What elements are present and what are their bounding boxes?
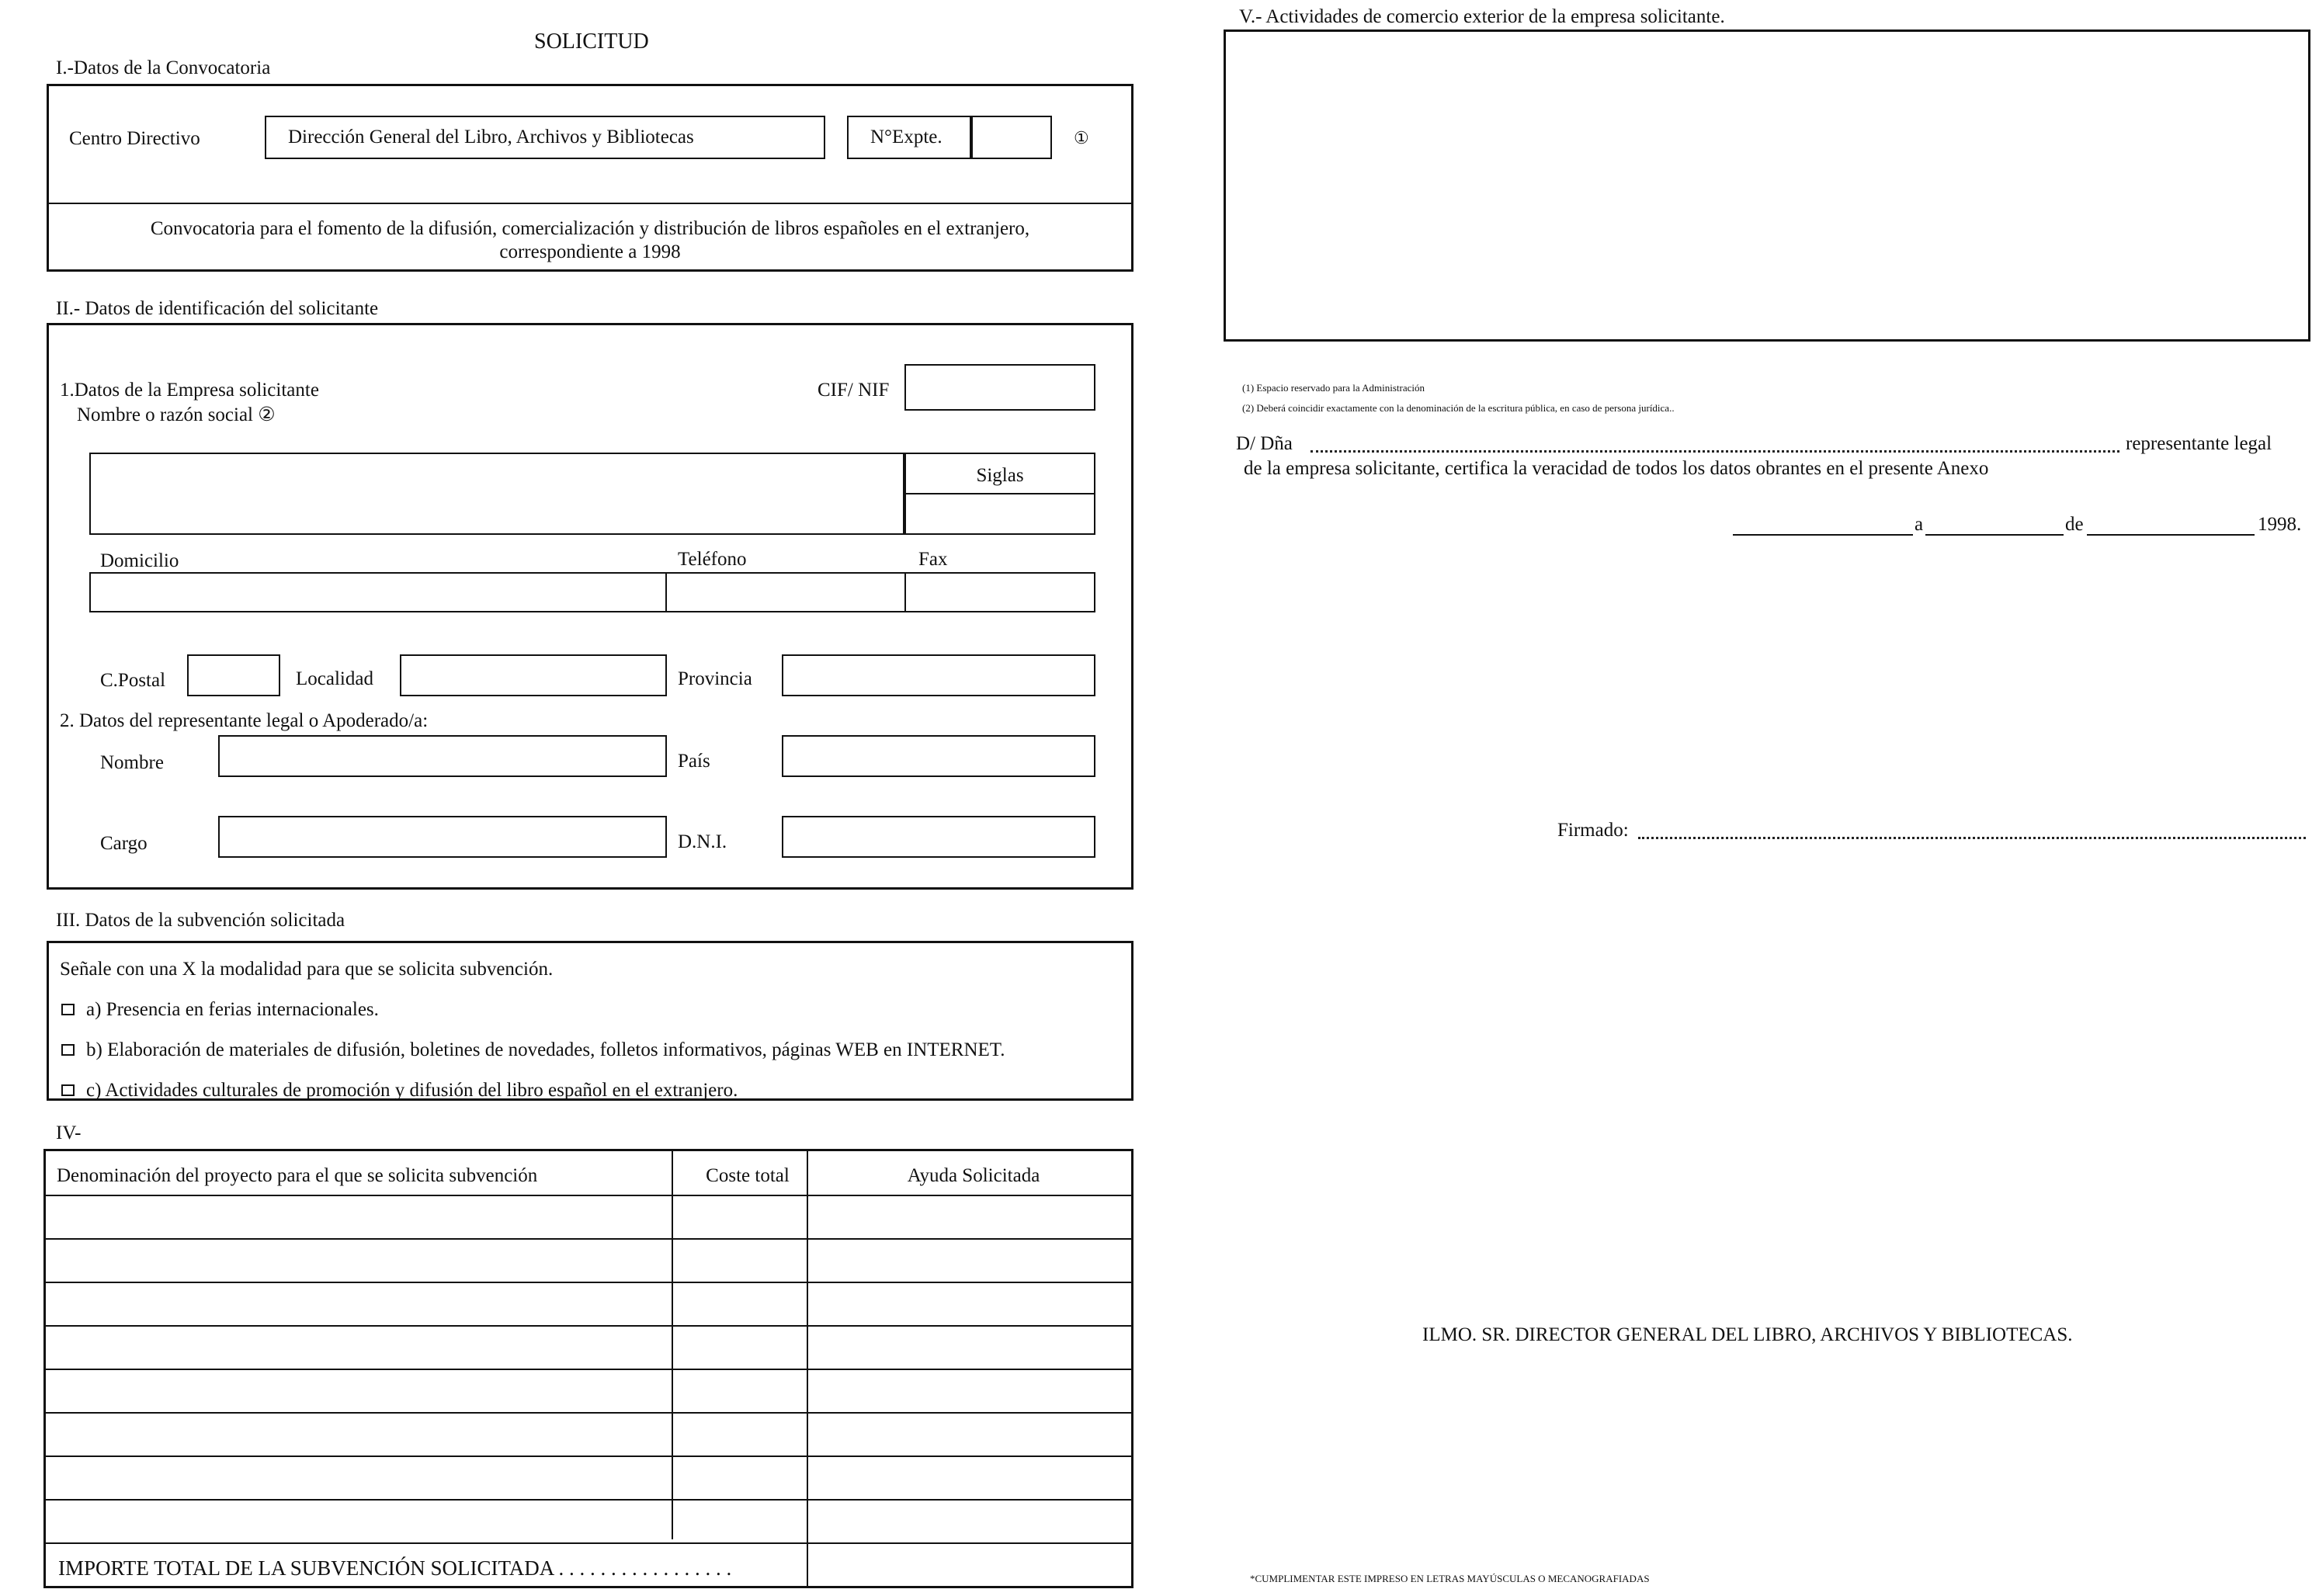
row5-denominacion[interactable] [46, 1370, 670, 1410]
date-place-line[interactable] [1733, 534, 1913, 536]
row4-denominacion[interactable] [46, 1327, 670, 1367]
siglas-label-box [904, 453, 1095, 494]
option-c-checkbox[interactable] [61, 1084, 75, 1096]
cpostal-label: C.Postal [100, 670, 166, 691]
cif-field[interactable] [904, 364, 1095, 411]
section1-heading: I.-Datos de la Convocatoria [56, 57, 271, 78]
section2-heading: II.- Datos de identificación del solicitante [56, 298, 379, 319]
telefono-field[interactable] [665, 572, 906, 612]
section4-heading: IV- [56, 1122, 82, 1143]
section1-box [47, 84, 1133, 272]
cif-label: CIF/ NIF [818, 380, 890, 401]
option-b-label: b) Elaboración de materiales de difusión, boletines de novedades, folletos informativos, páginas WEB en INTERNET. [86, 1039, 1005, 1060]
row2-denominacion[interactable] [46, 1240, 670, 1280]
row8-denominacion[interactable] [46, 1501, 670, 1541]
note1-text: (1) Espacio reservado para la Administración [1242, 382, 1425, 394]
centro-directivo-field[interactable] [265, 116, 825, 159]
centro-directivo-label: Centro Directivo [69, 128, 200, 149]
cpostal-field[interactable] [187, 654, 280, 696]
provincia-field[interactable] [782, 654, 1095, 696]
total-label: IMPORTE TOTAL DE LA SUBVENCIÓN SOLICITADA . . . . . . . . . . . . . . . . . [58, 1556, 732, 1580]
date-year: 1998. [2258, 514, 2302, 535]
footer-note: *CUMPLIMENTAR ESTE IMPRESO EN LETRAS MAYÚSCULAS O MECANOGRAFIADAS [1250, 1573, 1650, 1584]
option-c-label: c) Actividades culturales de promoción y difusión del libro español en el extranjero. [86, 1080, 738, 1101]
date-de-label: de [2065, 514, 2084, 535]
domicilio-label: Domicilio [100, 550, 179, 571]
nombre-razon-label: Nombre o razón social ② [77, 404, 276, 425]
certify-line2: de la empresa solicitante, certifica la veracidad de todos los datos obrantes en el presente Anexo [1244, 458, 1989, 479]
section3-box [47, 941, 1133, 1101]
siglas-field[interactable] [904, 493, 1095, 535]
centro-directivo-value: Dirección General del Libro, Archivos y Bibliotecas [288, 127, 694, 147]
pais-label: País [678, 751, 710, 772]
row7-denominacion[interactable] [46, 1457, 670, 1497]
page-title: SOLICITUD [534, 29, 649, 54]
siglas-label: Siglas [976, 465, 1024, 486]
row6-denominacion[interactable] [46, 1414, 670, 1454]
localidad-field[interactable] [400, 654, 667, 696]
certify-name-line[interactable] [1311, 450, 2119, 453]
col-denominacion-header: Denominación del proyecto para el que se solicita subvención [57, 1165, 538, 1186]
projects-table [43, 1149, 1133, 1588]
date-a-label: a [1915, 514, 1924, 535]
option-b-checkbox[interactable] [61, 1044, 75, 1056]
section3-instruction: Señale con una X la modalidad para que se solicita subvención. [60, 959, 554, 980]
firmado-label: Firmado: [1557, 820, 1629, 841]
col-coste-header: Coste total [706, 1165, 790, 1186]
fax-field[interactable] [904, 572, 1095, 612]
row1-denominacion[interactable] [46, 1196, 670, 1237]
row3-denominacion[interactable] [46, 1283, 670, 1324]
addressee: ILMO. SR. DIRECTOR GENERAL DEL LIBRO, ARCHIVOS Y BIBLIOTECAS. [1422, 1324, 2073, 1345]
col-ayuda-header: Ayuda Solicitada [907, 1165, 1040, 1186]
pais-field[interactable] [782, 735, 1095, 777]
section5-box[interactable] [1224, 29, 2310, 342]
cargo-label: Cargo [100, 833, 148, 854]
section5-heading: V.- Actividades de comercio exterior de la empresa solicitante. [1239, 6, 1725, 27]
rep-nombre-field[interactable] [218, 735, 667, 777]
note1-mark: ① [1074, 128, 1089, 147]
option-a-checkbox[interactable] [61, 1004, 75, 1015]
date-month-line[interactable] [2087, 534, 2255, 536]
date-day-line[interactable] [1925, 534, 2064, 536]
razon-social-field[interactable] [89, 453, 904, 535]
certify-rep-legal-label: representante legal [2126, 433, 2272, 454]
representante-label: 2. Datos del representante legal o Apoderado/a: [60, 710, 429, 731]
cargo-field[interactable] [218, 816, 667, 858]
provincia-label: Provincia [678, 668, 752, 689]
table-row-line [46, 1542, 1131, 1544]
dni-label: D.N.I. [678, 831, 727, 852]
option-a-label: a) Presencia en ferias internacionales. [86, 999, 379, 1020]
domicilio-field[interactable] [89, 572, 667, 612]
expte-label: N°Expte. [870, 127, 943, 147]
total-amount-field[interactable] [810, 1546, 1128, 1584]
telefono-label: Teléfono [678, 549, 747, 570]
expte-field[interactable] [971, 116, 1052, 159]
convocatoria-line1: Convocatoria para el fomento de la difusión, comercialización y distribución de libros españoles en el extranjero, [150, 218, 1030, 239]
section2-box [47, 323, 1133, 890]
section3-heading: III. Datos de la subvención solicitada [56, 910, 345, 931]
table-col-divider-1 [672, 1151, 673, 1539]
section1-divider [49, 203, 1131, 204]
note2-text: (2) Deberá coincidir exactamente con la denominación de la escritura pública, en caso de persona jurídica.. [1242, 402, 1675, 414]
localidad-label: Localidad [296, 668, 373, 689]
fax-label: Fax [918, 549, 948, 570]
expte-label-box [847, 116, 971, 159]
signature-line[interactable] [1638, 837, 2306, 839]
dni-field[interactable] [782, 816, 1095, 858]
rep-nombre-label: Nombre [100, 752, 164, 773]
certify-dna-label: D/ Dña [1236, 433, 1293, 454]
convocatoria-line2: correspondiente a 1998 [499, 241, 681, 262]
empresa-label: 1.Datos de la Empresa solicitante [60, 380, 319, 401]
